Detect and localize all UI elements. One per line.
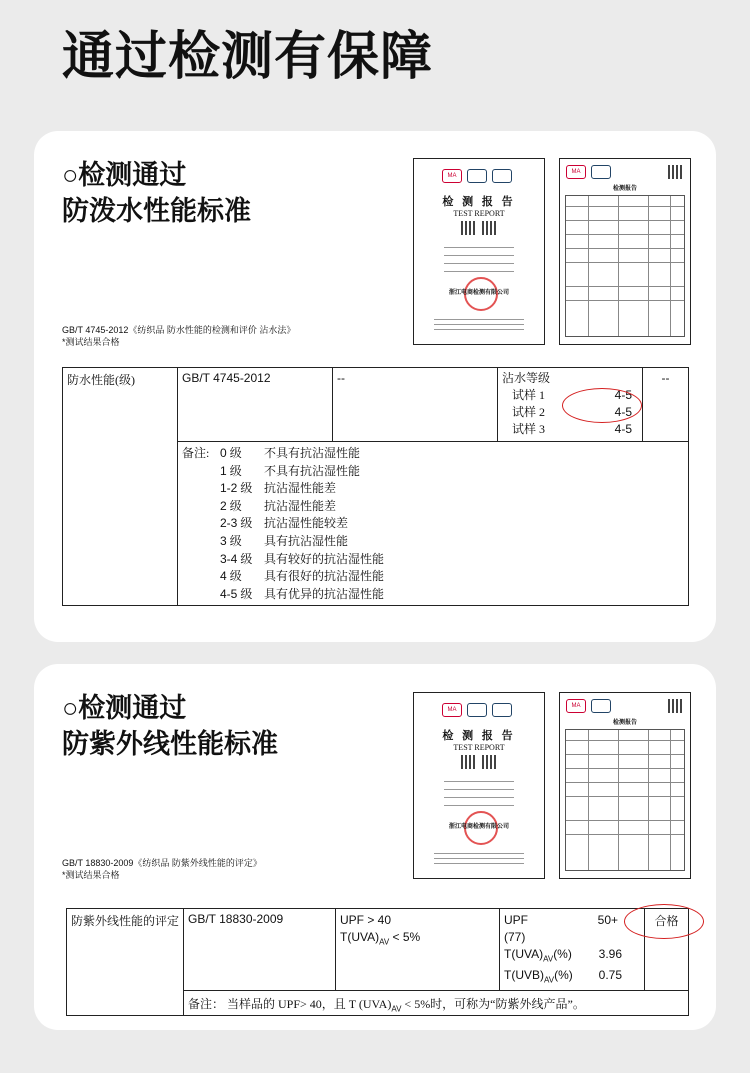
remark-text: 抗沾湿性能差 <box>264 481 337 496</box>
remark-grade: 2 级 <box>220 498 242 513</box>
section-heading: ○检测通过 <box>62 160 187 190</box>
test-method: GB/T 4745-2012 <box>178 368 333 442</box>
section-heading: ○检测通过 <box>62 693 187 723</box>
qr-code <box>668 165 682 179</box>
requirement: -- <box>333 368 498 442</box>
cert-logos <box>566 165 611 179</box>
judgement: 合格 <box>645 909 689 991</box>
judgement: -- <box>643 368 689 442</box>
report-subtitle: TEST REPORT <box>453 743 505 752</box>
cma-logo: MA <box>442 169 462 183</box>
remark-text: 具有很好的抗沾湿性能 <box>264 569 385 584</box>
remarks-label: 备注: <box>182 446 210 460</box>
remark-text: 具有优异的抗沾湿性能 <box>264 586 385 601</box>
remark-grade: 0 级 <box>220 446 242 460</box>
cnas-logo <box>591 165 611 179</box>
cma-logo: MA <box>566 165 586 179</box>
cert-logos <box>442 169 512 183</box>
upf-row: UPF 50+ <box>504 913 618 927</box>
qr-code <box>482 221 496 235</box>
remark-grade: 4-5 级 <box>220 586 253 601</box>
uvb-row: $T(UVB)_{AV}(\%)$ 0.75 <box>504 968 622 985</box>
remark-cell: 备注： 当样品的 UPF> 40，且 T $(UVA)_{AV} < 5\%$时，可称为“防紫外线产品”。 <box>184 990 689 1015</box>
sample-name: 试样 1 <box>512 388 546 402</box>
remark-row <box>182 568 684 586</box>
test-report-page <box>559 158 691 345</box>
remark-row <box>182 515 684 533</box>
qr-code <box>461 755 475 769</box>
remark-text: 不具有抗沾湿性能 <box>264 446 361 460</box>
remark-grade: 4 级 <box>220 569 242 584</box>
remark-grade: 3 级 <box>220 533 242 548</box>
remark-grade: 3-4 级 <box>220 551 253 566</box>
remark-text: 不具有抗沾湿性能 <box>264 463 361 478</box>
uva-row: $T(UVA)_{AV}(\%)$ 3.96 <box>504 947 622 964</box>
section-heading: 防紫外线性能标准 <box>62 729 278 759</box>
report-title: 检 测 报 告 <box>442 730 516 742</box>
report-title: 检 测 报 告 <box>442 196 516 208</box>
test-note: *测试结果合格 <box>62 337 120 347</box>
remark-row <box>182 586 684 604</box>
page-title: 通过检测有保障 <box>62 28 434 86</box>
report-grid <box>565 729 685 871</box>
sample-name: 试样 3 <box>512 422 546 436</box>
ilac-logo <box>467 169 487 183</box>
test-report-cover <box>413 692 545 879</box>
uv-protection-card <box>34 664 716 1030</box>
remark-row <box>182 551 684 569</box>
ilac-logo <box>467 703 487 717</box>
test-item: 防水性能(级) <box>63 368 178 606</box>
report-org: 浙江电商检测有限公司 <box>448 290 509 296</box>
report-page-title: 检测报告 <box>612 720 637 726</box>
remark-text: 具有抗沾湿性能 <box>264 533 349 548</box>
report-org: 浙江电商检测有限公司 <box>448 824 509 830</box>
remarks-list <box>182 445 684 603</box>
remark-row <box>182 445 684 463</box>
remark-grade: 2-3 级 <box>220 516 253 531</box>
cert-logos <box>442 703 512 717</box>
qr-code <box>482 755 496 769</box>
uv-test-table <box>66 908 689 1016</box>
standard-reference: GB/T 18830-2009《纺织品 防紫外线性能的评定》 <box>62 858 262 868</box>
remark-grade: 1-2 级 <box>220 481 253 496</box>
test-item: 防紫外线性能的评定 <box>67 909 184 1016</box>
remark-row <box>182 463 684 481</box>
cert-logos <box>566 699 611 713</box>
sample-value: 4-5 <box>614 422 632 436</box>
highlight-circle <box>624 904 704 939</box>
test-report-cover <box>413 158 545 345</box>
requirement-upf: UPF > 40 <box>340 913 392 927</box>
test-method: GB/T 18830-2009 <box>184 909 336 991</box>
highlight-circle <box>562 388 642 423</box>
qr-code <box>668 699 682 713</box>
water-repellent-card <box>34 131 716 642</box>
report-grid <box>565 195 685 337</box>
remark-row <box>182 480 684 498</box>
sample-row <box>502 421 638 438</box>
cma-logo: MA <box>566 699 586 713</box>
test-note: *测试结果合格 <box>62 870 120 880</box>
section-heading: 防泼水性能标准 <box>62 196 251 226</box>
cnas-logo <box>492 169 512 183</box>
remark-row <box>182 533 684 551</box>
cnas-logo <box>591 699 611 713</box>
upf-raw: (77) <box>504 930 526 944</box>
remark-grade: 1 级 <box>220 463 242 478</box>
qr-code <box>461 221 475 235</box>
requirement-uva: $T(UVA)_{AV} < 5\%$ <box>340 930 421 947</box>
sample-value: 4-5 <box>614 405 632 419</box>
remark-row <box>182 498 684 516</box>
remarks-cell <box>178 442 689 606</box>
test-report-page <box>559 692 691 879</box>
cnas-logo <box>492 703 512 717</box>
requirement-cell <box>336 909 500 991</box>
sample-value: 4-5 <box>614 388 632 402</box>
result-header: 沾水等级 <box>502 371 551 385</box>
cma-logo: MA <box>442 703 462 717</box>
remark-text: 抗沾湿性能较差 <box>264 516 349 531</box>
report-subtitle: TEST REPORT <box>453 209 505 218</box>
remark-text: 具有较好的抗沾湿性能 <box>264 551 385 566</box>
remark-text: 抗沾湿性能差 <box>264 498 337 513</box>
sample-name: 试样 2 <box>512 405 546 419</box>
standard-reference: GB/T 4745-2012《纺织品 防水性能的检测和评价 沾水法》 <box>62 325 296 335</box>
result-cell <box>500 909 645 991</box>
report-page-title: 检测报告 <box>612 186 637 192</box>
